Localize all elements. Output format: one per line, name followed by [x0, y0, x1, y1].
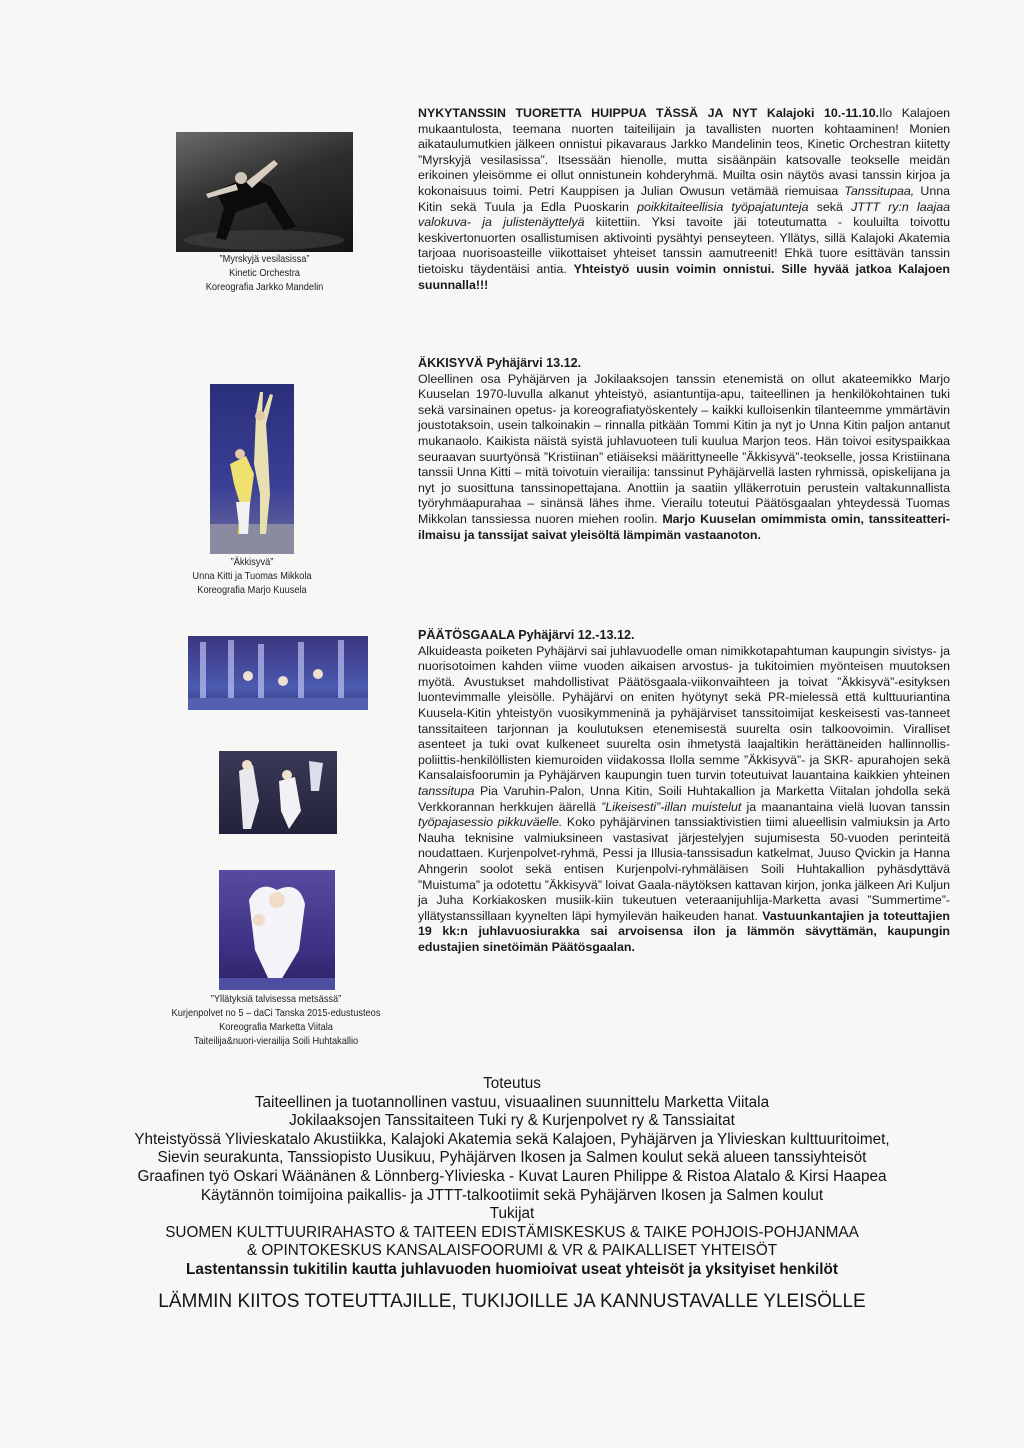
- caption-photo-akkisyva: [182, 555, 323, 597]
- caption-line: Koreografia Marketta Viitala: [219, 1021, 333, 1033]
- article-closing: Yhteistyö uusin voimin onnistui. Sille hyvää jatkoa Kalajoen suunnalla!!!: [418, 261, 950, 292]
- caption-line: Koreografia Marjo Kuusela: [197, 584, 307, 596]
- credits-line: Taiteellinen ja tuotannollinen vastuu, visuaalinen suunnittelu Marketta Viitala: [254, 1093, 770, 1111]
- stage-trees-figure: [188, 636, 368, 710]
- caption-line: Koreografia Jarkko Mandelin: [205, 281, 324, 293]
- photo-yllatyksia-1: [188, 636, 368, 710]
- article-text: ja maanantaina vielä luovan tanssin: [741, 799, 951, 814]
- article-text: Koko pyhäjärvinen tanssiaktivistien tiimi alueellisin valmiuksin ja Arto Nauha teknisine valmiuksineen vastasivat järjestelyjen sujumisesta 50-vuoden perinteitä noudattaen. Kurjenpolvet-ryhmä, Pessi ja Illusia-tanssisadun katkelmat, Juuso Qvickin ja Hanna Ahngerin soolot sekä entisen Kurjenpolvi-ryhmäläisen Soili Huhtakallion pyhäsdyttävä ”Muistuma” ja odotettu ”Äkkisyvä” loivat Gaala-näytöksen kattavan kirjon, jonka jälkeen Ari Kuljun ja Juha Korkiakosken musiik-kiin tukeutuen veteraanijuhlija-Marketta avasi ”Summertime”-yllätystanssillaan kyynelten läpi hymyilevän haikeuden hanat.: [418, 815, 950, 923]
- article-kalajoki: [418, 106, 950, 293]
- credits-line: Sievin seurakunta, Tanssiopisto Uusikuu, Pyhäjärven Ikosen ja Salmen koulut sekä alueen tanssiyhteisöt: [157, 1149, 867, 1167]
- supporters-line: & OPINTOKESKUS KANSALAISFOORUMI & VR & PAIKALLISET YHTEISÖT: [246, 1242, 778, 1260]
- article-heading: NYKYTANSSIN TUORETTA HUIPPUA TÄSSÄ JA NYT Kalajoki 10.-11.10.: [418, 106, 880, 120]
- credits-title: Toteutus: [483, 1075, 541, 1092]
- article-akkisyva: [418, 356, 950, 543]
- article-text: Oleellinen osa Pyhäjärven ja Jokilaaksojen tanssin etenemistä on ollut akateemikko Marjo Kuuselan 1970-luvulla alkanut yhteistyö, asiantuntija-apu, taiteellinen ja henkilökohtainen tuki sekä varsinainen opetus- ja koreografiatyöskentely – kaikki kulloisenkin tilanteemme ymmärtävin joustotaksoin, usein talkoinakin – rinnalla pitkään Tommi Kitin ja nyt jo Unna Kitin paljon antanut mukanaolo. Kaikista näistä syistä juhlavuoteen tuli kuulua Marjon teos. Hän toivoi esityspaikkaa seuraavan suurtyönsä ”Kristiinan” etiäiseksi määrittyneelle ”Äkkisyvä”-teokselle, jossa Kristiinana tanssii Unna Kitti – mitä toivotuin vierailija: tanssinut Pyhäjärvellä lasten ryhmissä, opiskelijana ja nyt jo suosittuna tanssinopettajana. Anottiin ja saatiin ylläkerrotuin perustein valtakunnallista työryhmäapurahaa – sinänsä lähes ihme. Vierailu toteutui Päätösgaalan yhteydessä Tuomas Mikkolan tanssiessa nuoren miehen roolin.: [418, 371, 950, 526]
- article-text: Pia Varuhin-Palon, Unna Kitin, Soili Huhtakallion ja Marketta Viitalan johdolla sekä Verkkorannan herkkujen äärellä: [418, 783, 950, 814]
- article-text-italic: ”Likeisesti”-illan muistelut: [601, 799, 742, 814]
- caption-line: Unna Kitti ja Tuomas Mikkola: [192, 570, 312, 582]
- caption-line: ”Äkkisyvä”: [230, 556, 274, 568]
- credits-line: Käytännön toimijoina paikallis- ja JTTT-talkootiimit sekä Pyhäjärven Ikosen ja Salmen koulut: [200, 1186, 824, 1204]
- credits-section: [60, 1075, 964, 1314]
- article-text: Ilo Kalajoen mukaantulosta, teemana nuorten taiteilijain ja tavallisten nuorten kohtaaminen! Monien aikataulumutkien jälkeen onnistui pikavaraus Jarkko Mandelinin teos, Kinetic Orchestran kiitetty ”Myrskyjä vesilasissa”. Itsessään hienolle, mutta sisäänpäin katsovalle teokselle meidän erikoinen yleisömme ei ollut onnistunein kohderyhmä. Muilta osin näytös avasi tanssin kirjoa ja kokonaisuus toimi. Petri Kauppisen ja Julian Owusun vetämää riemuisaa: [418, 106, 950, 198]
- supporters-note: Lastentanssin tukitilin kautta juhlavuoden huomioivat useat yhteisöt ja yksityiset henkilöt: [186, 1260, 838, 1278]
- caption-line: Taiteilija&nuori-vierailija Soili Huhtakallio: [193, 1035, 359, 1047]
- caption-line: Kinetic Orchestra: [229, 267, 300, 279]
- dancers-figure: [210, 384, 294, 554]
- credits-line: Jokilaaksojen Tanssitaiteen Tuki ry & Kurjenpolvet ry & Tanssiaitat: [289, 1112, 735, 1130]
- photo-myrskyja: [176, 132, 353, 252]
- thanks-line: LÄMMIN KIITOS TOTEUTTAJILLE, TUKIJOILLE JA KANNUSTAVALLE YLEISÖLLE: [158, 1290, 866, 1312]
- credits-line: Yhteistyössä Ylivieskatalo Akustiikka, Kalajoki Akatemia sekä Kalajoen, Pyhäjärven ja Ylivieskan kulttuuritoimet,: [134, 1130, 890, 1148]
- dancer-silhouette-figure: [176, 132, 353, 252]
- dancers-closeup-figure: [219, 870, 335, 990]
- article-text-italic: työpajasessio pikkuväelle.: [418, 815, 563, 830]
- caption-photo-yllatyksia: [156, 992, 395, 1048]
- article-closing: Vastuunkantajien ja toteuttajien 19 kk:n juhlavuosiurakka sai arvoisensa ilon ja lämmön sävyttämän, kaupungin edustajien sinetöimän Päätösgaalan.: [418, 908, 950, 954]
- article-text: kiitettiin. Yksi tavoite jäi toteutumatta - kouluilta toivottu keskivertonuorten osallistumisen aktivointi pysähtyi penseyteen. Yllätys, sillä Kalajoki Akatemia tarjoaa nuorisoasteille viikottaiset yhteiset tanssin aamutreenit! Ehkä tuore esittävän tanssin tietoisku täydentäisi antia.: [418, 215, 950, 276]
- white-dancers-figure: [219, 751, 337, 834]
- article-text: Unna Kitin sekä Tuula ja Edla Puoskarin: [418, 183, 950, 214]
- caption-photo-myrskyja: [187, 252, 343, 294]
- photo-akkisyva: [210, 384, 294, 554]
- caption-line: ”Yllätyksiä talvisessa metsässä”: [210, 993, 342, 1005]
- article-text-italic: JTTT ry:n laajaa valokuva- ja julistenäyttelyä: [418, 199, 951, 230]
- article-text-italic: Tanssitupaa,: [844, 183, 915, 198]
- article-text: sekä: [808, 199, 852, 214]
- article-text-italic: tanssitupa: [418, 783, 475, 798]
- article-text: Alkuideasta poiketen Pyhäjärvi sai juhlavuodelle oman nimikkotapahtuman kaupungin sivistys- ja nuorisotoimen kahden viime vuoden aikaisen arvostus- ja tukitoimien myönteisen muutoksen myötä. Avustukset mahdollistivat Päätösgaala-viikonvaihteen ja toivat ”Äkkisyvä”-esityksen luontevimmalle yleisölle. Pyhäjärvi on eniten hyötynyt sekä PR-mielessä että kulttuuriantina Kuusela-Kitin yhteistyön vuosikymmeninä ja pyhäjärviset tanssitoimijat keskeisesti vas-tanneet tanssitaiteen tarjonnan ja koulutuksen etenemisestä suurelta osin talkoovoimin. Viralliset asenteet ja tuki ovat kulkeneet suurelta osin ihmetystä laajaltikin herättäneiden hallinnollis-poliittis-henkilöllisten kiemuroiden viidakossa Ilolla semme ”Äkkisyvä”- ja SKR- apurahojen sekä Kansalaisfoorumin ja Pyhäjärven kaupungin tuen turvin toteutuivat lauantaina kaikkien yhteinen: [418, 643, 950, 783]
- photo-yllatyksia-2: [219, 751, 337, 834]
- supporters-title: Tukijat: [489, 1205, 535, 1223]
- article-text-italic: poikkitaiteellisia työpajatunteja: [637, 199, 809, 214]
- credits-line: Graafinen työ Oskari Wäänänen & Lönnberg-Ylivieska - Kuvat Lauren Philippe & Ristoa Alatalo & Kirsi Haapea: [137, 1167, 887, 1185]
- article-closing: Marjo Kuuselan omimmista omin, tanssiteatteri-ilmaisu ja tanssijat saivat yleisöltä lämpimän vastaanoton.: [418, 511, 950, 542]
- supporters-line: SUOMEN KULTTUURIRAHASTO & TAITEEN EDISTÄMISKESKUS & TAIKE POHJOIS-POHJANMAA: [165, 1223, 859, 1241]
- article-heading: PÄÄTÖSGAALA Pyhäjärvi 12.-13.12.: [418, 628, 635, 642]
- article-heading: ÄKKISYVÄ Pyhäjärvi 13.12.: [418, 356, 582, 370]
- caption-line: ”Myrskyjä vesilasissa”: [219, 253, 310, 265]
- photo-yllatyksia-3: [219, 870, 335, 990]
- article-paatosgaala: [418, 628, 950, 955]
- caption-line: Kurjenpolvet no 5 – daCi Tanska 2015-edustusteos: [171, 1007, 381, 1019]
